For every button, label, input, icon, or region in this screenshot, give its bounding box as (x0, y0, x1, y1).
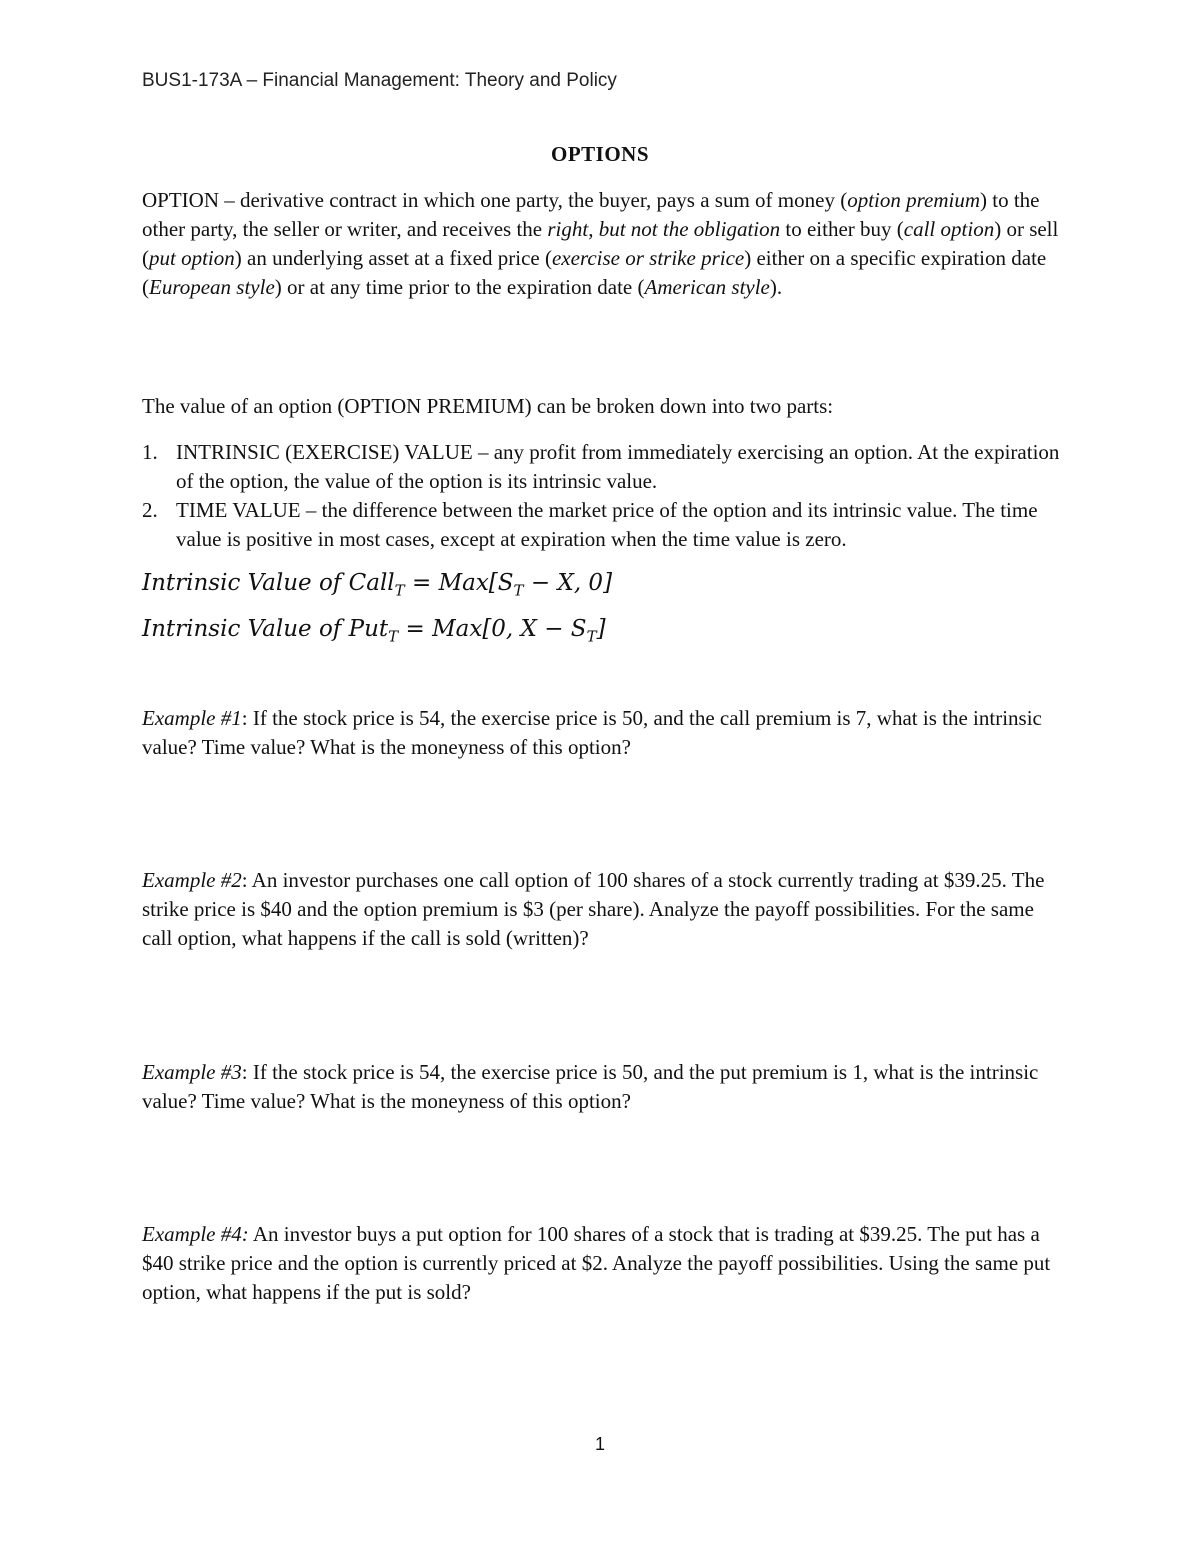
example-label: Example #2 (142, 868, 242, 892)
example-label: Example #3 (142, 1060, 242, 1084)
page-number: 1 (594, 1434, 605, 1454)
list-item (142, 438, 1072, 496)
term-call-option: call option (903, 217, 995, 241)
example-text: An investor purchases one call option of 100 shares of a stock currently trading at $39.25. The strike price is $40 and the option premium is $3 (per share). Analyze the payoff possibilities. For the same call option, what happens if the call is sold (written)? (142, 868, 1045, 950)
term-put-option: put option (149, 246, 235, 270)
example-3: Example #3: If the stock price is 54, the exercise price is 50, and the put premium is 1, what is the intrinsic value? Time value? What is the moneyness of this option? (142, 1060, 1039, 1113)
value-intro: The value of an option (OPTION PREMIUM) can be broken down into two parts: (142, 394, 834, 418)
formula-put-intrinsic: Intrinsic Value of Put$_T$ = Max[0, $X - S_T$] (142, 616, 606, 646)
page-title: OPTIONS (550, 142, 650, 166)
term-european-style: European style (149, 275, 275, 299)
example-text: If the stock price is 54, the exercise price is 50, and the put premium is 1, what is the intrinsic value? Time value? What is the moneyness of this option? (142, 1060, 1039, 1113)
list-item (142, 496, 1072, 554)
example-1: Example #1: If the stock price is 54, the exercise price is 50, and the call premium is 7, what is the intrinsic value? Time value? What is the moneyness of this option? (142, 706, 1042, 759)
definition-term: OPTION (142, 188, 219, 212)
option-definition: OPTION – derivative contract in which one party, the buyer, pays a sum of money (option premium) to the other party, the seller or writer, and receives the right, but not the obligation to either buy (call option) or sell (put option) an underlying asset at a fixed price (exercise or strike price) either on a specific expiration date (European style) or at any time prior to the expiration date (American style). (142, 188, 1059, 299)
term-american-style: American style (644, 275, 770, 299)
example-text: An investor buys a put option for 100 shares of a stock that is trading at $39.25. The put has a $40 strike price and the option is currently priced at $2. Analyze the payoff possibilities. Using the same put option, what happens if the put is sold? (142, 1222, 1051, 1304)
example-2: Example #2: An investor purchases one call option of 100 shares of a stock currently trading at $39.25. The strike price is $40 and the option premium is $3 (per share). Analyze the payoff possibilities. For the same call option, what happens if the call is sold (written)? (142, 868, 1045, 950)
example-label: Example #4: (142, 1222, 249, 1246)
list-number: 1. (142, 440, 158, 464)
example-label: Example #1 (142, 706, 242, 730)
list-text: INTRINSIC (EXERCISE) VALUE – any profit from immediately exercising an option. At the expiration of the option, the value of the option is its intrinsic value. (176, 440, 1060, 493)
running-header: BUS1-173A – Financial Management: Theory and Policy (142, 70, 617, 91)
example-text: If the stock price is 54, the exercise price is 50, and the call premium is 7, what is the intrinsic value? Time value? What is the moneyness of this option? (142, 706, 1042, 759)
list-number: 2. (142, 498, 158, 522)
example-4 (142, 1220, 1062, 1307)
term-right-not-obligation: right, but not the obligation (547, 217, 781, 241)
formula-call-intrinsic: Intrinsic Value of Call$_T$ = $Max[S_T - X$, 0] (142, 570, 613, 600)
value-components-list (142, 438, 1072, 554)
term-strike-price: exercise or strike price (551, 246, 745, 270)
list-text: TIME VALUE – the difference between the market price of the option and its intrinsic value. The time value is positive in most cases, except at expiration when the time value is zero. (176, 498, 1038, 551)
term-option-premium: option premium (847, 188, 980, 212)
